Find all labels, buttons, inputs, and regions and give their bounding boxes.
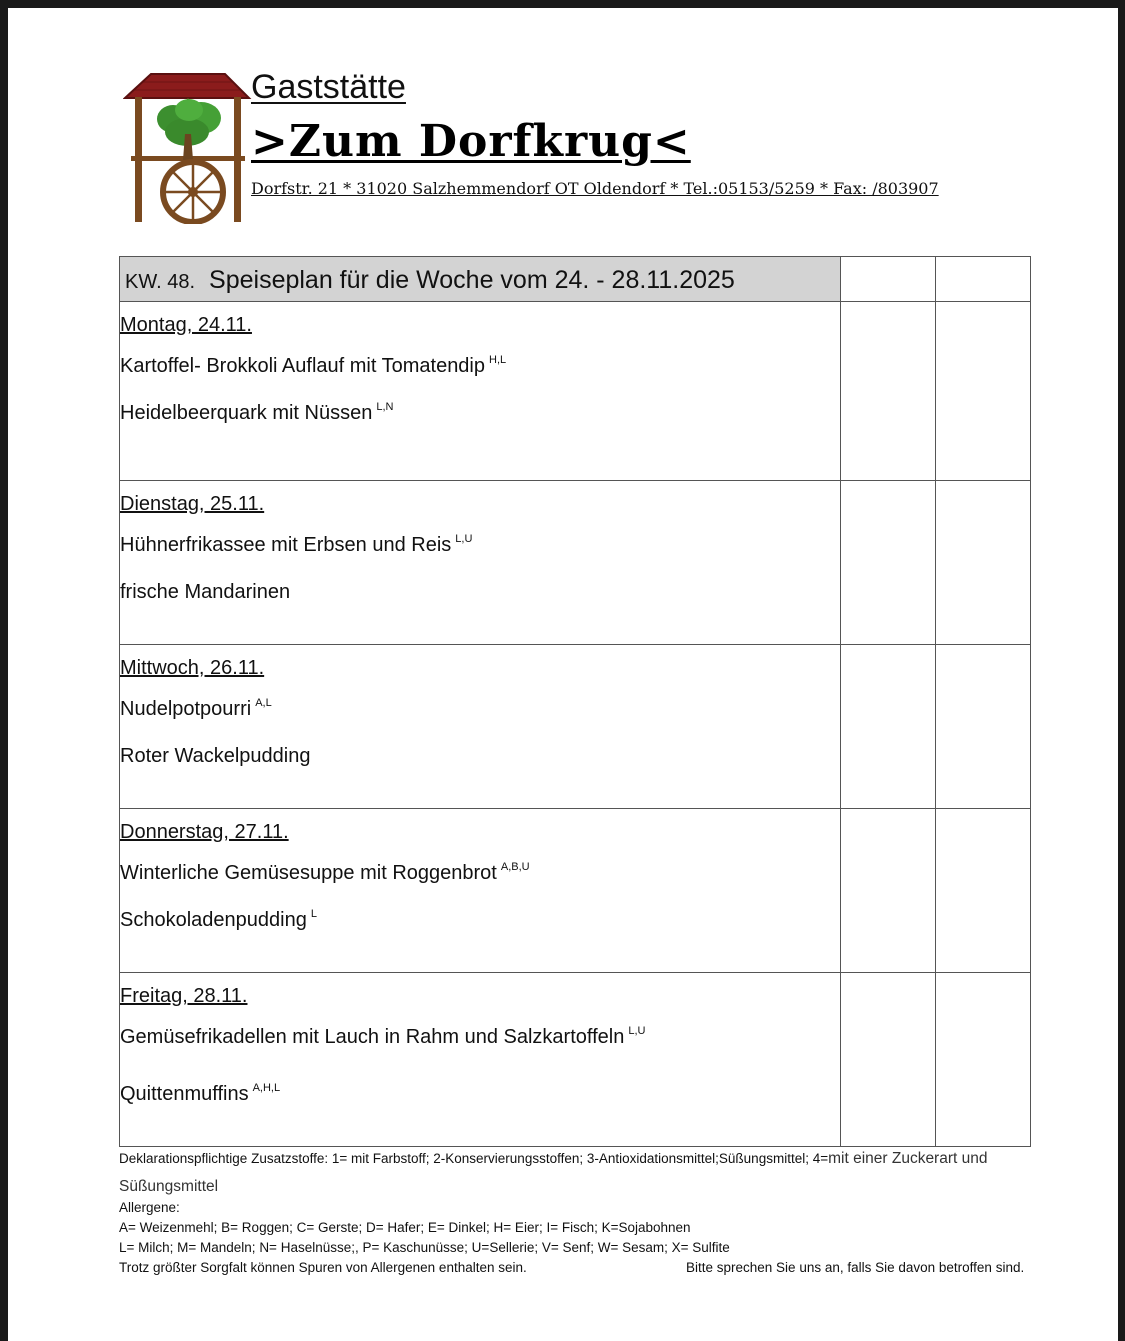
- restaurant-type: Gaststätte: [251, 68, 406, 106]
- day-row-thursday: [120, 809, 1031, 973]
- day-title: Mittwoch, 26.11.: [120, 657, 265, 679]
- contact-note: Bitte sprechen Sie uns an, falls Sie davon betroffen sind.: [686, 1260, 1025, 1275]
- dish-name: Hühnerfrikassee mit Erbsen und Reis: [120, 534, 452, 556]
- additives-text: Deklarationspflichtige Zusatzstoffe: 1= mit Farbstoff; 2-Konservierungsstoffen; 3-Antioxidationsmittel;Süßungsmittel; 4=: [119, 1151, 829, 1166]
- plan-title: Speiseplan für die Woche vom 24. - 28.11.2025: [209, 266, 735, 294]
- empty-cell: [841, 645, 936, 809]
- restaurant-address: Dorfstr. 21 * 31020 Salzhemmendorf OT Oldendorf * Tel.:05153/5259 * Fax: /803907: [251, 179, 939, 198]
- allergens-title: Allergene:: [119, 1200, 180, 1215]
- day-row-friday: [120, 973, 1031, 1147]
- empty-cell: [841, 302, 936, 481]
- restaurant-logo: [123, 64, 253, 224]
- additives-note: [119, 1150, 987, 1168]
- header-empty-cell: [841, 257, 936, 302]
- allergen-codes: A,L: [255, 697, 272, 709]
- allergen-codes: H,L: [489, 354, 507, 366]
- week-number: KW. 48.: [125, 271, 196, 293]
- dish-name: Roter Wackelpudding: [120, 745, 311, 767]
- dish-main: [120, 534, 840, 557]
- header-empty-cell: [936, 257, 1031, 302]
- additives-text-large: Süßungsmittel: [119, 1178, 219, 1195]
- menu-table: [119, 256, 1031, 1147]
- empty-cell: [936, 481, 1031, 645]
- dish-dessert: [120, 909, 840, 932]
- allergen-codes: L,N: [376, 401, 394, 413]
- allergen-codes: L: [310, 908, 317, 920]
- dish-name: Nudelpotpourri: [120, 698, 252, 720]
- day-row-tuesday: [120, 481, 1031, 645]
- dish-main: [120, 698, 840, 721]
- day-row-wednesday: [120, 645, 1031, 809]
- dish-main: [120, 355, 840, 378]
- dish-dessert: [120, 402, 840, 425]
- allergen-codes: A,B,U: [500, 861, 530, 873]
- allergen-codes: L,U: [455, 533, 473, 545]
- empty-cell: [936, 645, 1031, 809]
- dish-dessert: [120, 745, 840, 768]
- additives-text-large: mit einer Zuckerart und: [828, 1150, 988, 1167]
- day-row-monday: [120, 302, 1031, 481]
- dish-dessert: [120, 1083, 840, 1106]
- page: [8, 8, 1118, 1341]
- empty-cell: [841, 481, 936, 645]
- empty-cell: [841, 809, 936, 973]
- empty-cell: [841, 973, 936, 1147]
- dish-name: Gemüsefrikadellen mit Lauch in Rahm und Salzkartoffeln: [120, 1026, 625, 1048]
- day-title: Dienstag, 25.11.: [120, 493, 265, 515]
- dish-name: Winterliche Gemüsesuppe mit Roggenbrot: [120, 862, 497, 884]
- dish-name: Schokoladenpudding: [120, 909, 307, 931]
- allergen-codes: L,U: [628, 1025, 646, 1037]
- allergens-list-2: L= Milch; M= Mandeln; N= Haselnüsse;, P= Kaschunüsse; U=Sellerie; V= Senf; W= Sesam; X= Sulfite: [119, 1240, 730, 1255]
- dish-name: Kartoffel- Brokkoli Auflauf mit Tomatendip: [120, 355, 485, 377]
- dish-name: Quittenmuffins: [120, 1083, 249, 1105]
- day-title: Freitag, 28.11.: [120, 985, 248, 1007]
- dish-name: frische Mandarinen: [120, 581, 291, 603]
- dish-main: [120, 862, 840, 885]
- dish-name: Heidelbeerquark mit Nüssen: [120, 402, 373, 424]
- menu-header-row: [120, 257, 1031, 302]
- additives-note-continued: [119, 1178, 218, 1196]
- empty-cell: [936, 302, 1031, 481]
- allergen-codes: A,H,L: [252, 1082, 281, 1094]
- day-title: Montag, 24.11.: [120, 314, 252, 336]
- traces-note: Trotz größter Sorgfalt können Spuren von Allergenen enthalten sein.: [119, 1260, 527, 1275]
- allergens-list-1: A= Weizenmehl; B= Roggen; C= Gerste; D= Hafer; E= Dinkel; H= Eier; I= Fisch; K=Sojabohnen: [119, 1220, 691, 1235]
- day-title: Donnerstag, 27.11.: [120, 821, 289, 843]
- dish-dessert: [120, 581, 840, 604]
- empty-cell: [936, 973, 1031, 1147]
- empty-cell: [936, 809, 1031, 973]
- menu-header-cell: [120, 257, 841, 302]
- dish-main: [120, 1026, 840, 1049]
- restaurant-name: >Zum Dorfkrug<: [251, 116, 691, 167]
